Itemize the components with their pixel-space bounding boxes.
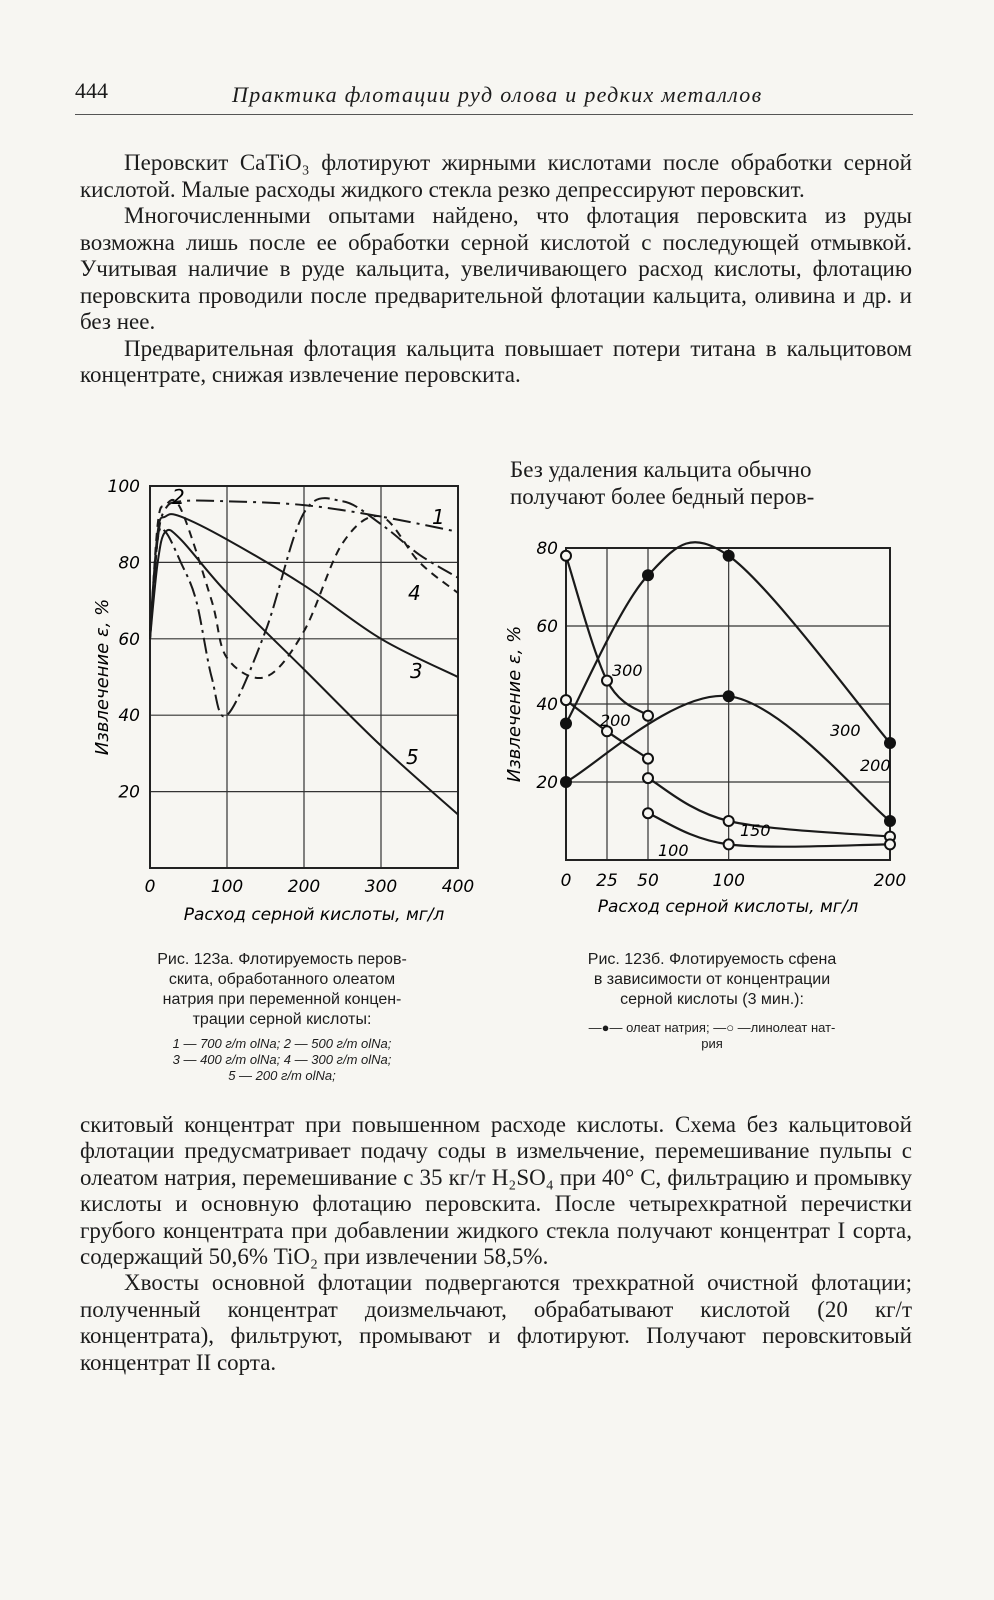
curve-annotation: 300 xyxy=(830,721,861,740)
legend-line: рия xyxy=(701,1036,723,1051)
series-label: 4 xyxy=(408,581,421,605)
legend-line: —●— олеат натрия; —○ —линолеат нат- xyxy=(588,1020,836,1035)
caption-line: натрия при переменной концен- xyxy=(162,991,402,1008)
x-tick-label: 200 xyxy=(873,871,907,891)
data-point-open xyxy=(643,754,653,764)
y-tick-label: 20 xyxy=(118,782,140,803)
curve-annotation: 150 xyxy=(740,821,771,840)
y-tick-label: 20 xyxy=(536,773,558,793)
data-point-filled xyxy=(723,690,735,702)
curve-annotation: 200 xyxy=(600,711,631,730)
side-text-line: получают более бедный перов- xyxy=(510,484,815,509)
y-tick-label: 100 xyxy=(107,477,140,497)
series-label: 5 xyxy=(406,745,419,769)
curve-annotation: 200 xyxy=(860,756,891,775)
running-title: Практика флотации руд олова и редких металлов xyxy=(232,82,763,107)
caption-line: трации серной кислоты: xyxy=(192,1011,372,1028)
figure-a-legend xyxy=(82,1036,482,1084)
legend-line: 3 — 400 г/т olNa; 4 — 300 г/т olNa; xyxy=(172,1052,392,1067)
data-point-filled xyxy=(642,569,654,581)
x-axis-label: Расход серной кислоты, мг/л xyxy=(183,905,445,925)
caption-line: Рис. 123б. Флотируемость сфена xyxy=(587,951,837,968)
figure-b-legend xyxy=(512,1020,912,1052)
y-tick-label: 80 xyxy=(118,553,140,574)
x-tick-label: 25 xyxy=(596,871,618,891)
y-tick-label: 60 xyxy=(118,629,140,650)
series-label: 2 xyxy=(172,485,185,509)
data-point-open xyxy=(643,808,653,818)
x-tick-label: 100 xyxy=(210,877,244,897)
figure-a-caption xyxy=(82,950,482,1030)
data-point-filled xyxy=(884,737,896,749)
figure-b-chart xyxy=(500,536,920,926)
paragraph: Перовскит CaTiO₃ флотируют жирными кислотами после обработки серной кислотой. Малые расходы жидкого стекла резко депрессируют перовскит. xyxy=(80,150,912,202)
data-point-open xyxy=(561,695,571,705)
x-tick-label: 50 xyxy=(637,871,659,891)
data-point-filled xyxy=(723,550,735,562)
legend-line: 5 — 200 г/т olNa; xyxy=(228,1068,336,1083)
series-label: 1 xyxy=(432,505,445,529)
caption-line: скита, обработанного олеатом xyxy=(168,971,396,988)
caption-line: в зависимости от концентрации xyxy=(593,971,831,988)
y-tick-label: 80 xyxy=(536,539,558,559)
y-axis-label: Извлечение ε, % xyxy=(504,625,525,783)
data-point-open xyxy=(561,551,571,561)
paragraph: Предварительная флотация кальцита повышает потери титана в кальцитовом концентрате, снижая извлечение перовскита. xyxy=(80,335,912,387)
header-rule xyxy=(75,114,913,115)
data-point-filled xyxy=(884,815,896,827)
x-tick-label: 300 xyxy=(364,877,398,897)
data-point-open xyxy=(885,839,895,849)
y-tick-label: 40 xyxy=(118,706,140,727)
body-text-top xyxy=(80,150,912,389)
paragraph: Многочисленными опытами найдено, что флотация перовскита из руды возможна лишь после ее обработки серной кислотой с последующей отмывкой. Учитывая наличие в руде кальцита, увеличивающего расход кислоты, флотацию перовскита проводили после предварительной флотации кальцита, оливина и др. и без нее. xyxy=(80,203,912,334)
y-axis-label: Извлечение ε, % xyxy=(92,598,113,756)
curve-annotation: 300 xyxy=(612,661,643,680)
paragraph: Хвосты основной флотации подвергаются трехкратной очистной флотации; полученный концентрат доизмельчают, обрабатывают кислотой (20 кг/т концентрата), фильтруют, промывают и флотируют. Получают перовскитовый концентрат II сорта. xyxy=(80,1270,912,1375)
data-point-open xyxy=(643,773,653,783)
y-tick-label: 40 xyxy=(536,695,558,715)
series-label: 3 xyxy=(410,659,423,683)
caption-line: серной кислоты (3 мин.): xyxy=(620,991,804,1008)
data-point-filled xyxy=(560,776,572,788)
page-number: 444 xyxy=(75,78,108,103)
x-tick-label: 400 xyxy=(441,877,475,897)
x-tick-label: 100 xyxy=(712,871,745,891)
curve-annotation: 100 xyxy=(658,841,689,860)
legend-line: 1 — 700 г/т olNa; 2 — 500 г/т olNa; xyxy=(172,1036,392,1051)
paragraph: скитовый концентрат при повышенном расходе кислоты. Схема без кальцитовой флотации предусматривает подачу соды в измельчение, перемешивание пульпы с олеатом натрия, перемешивание с 35 кг/т H₂SO₄ при 40° C, фильтрацию и промывку кислоты и основную флотацию перовскита. После четырехкратной перечистки грубого концентрата при добавлении жидкого стекла получают концентрат I сорта, содержащий 50,6% TiO₂ при извлечении 58,5%. xyxy=(80,1112,912,1270)
data-point-filled xyxy=(560,718,572,730)
x-tick-label: 0 xyxy=(144,877,156,897)
side-text xyxy=(510,456,910,510)
data-point-open xyxy=(724,816,734,826)
body-text-bottom xyxy=(80,1112,912,1376)
x-axis-label: Расход серной кислоты, мг/л xyxy=(597,897,859,917)
y-tick-label: 60 xyxy=(536,617,558,637)
x-tick-label: 200 xyxy=(287,877,321,897)
data-point-open xyxy=(643,711,653,721)
x-tick-label: 0 xyxy=(560,871,572,891)
data-point-open xyxy=(724,839,734,849)
side-text-line: Без удаления кальцита обычно xyxy=(510,457,812,482)
caption-line: Рис. 123а. Флотируемость перов- xyxy=(157,951,407,968)
figure-a-chart xyxy=(80,468,500,928)
data-point-open xyxy=(602,676,612,686)
figure-b-caption xyxy=(512,950,912,1010)
